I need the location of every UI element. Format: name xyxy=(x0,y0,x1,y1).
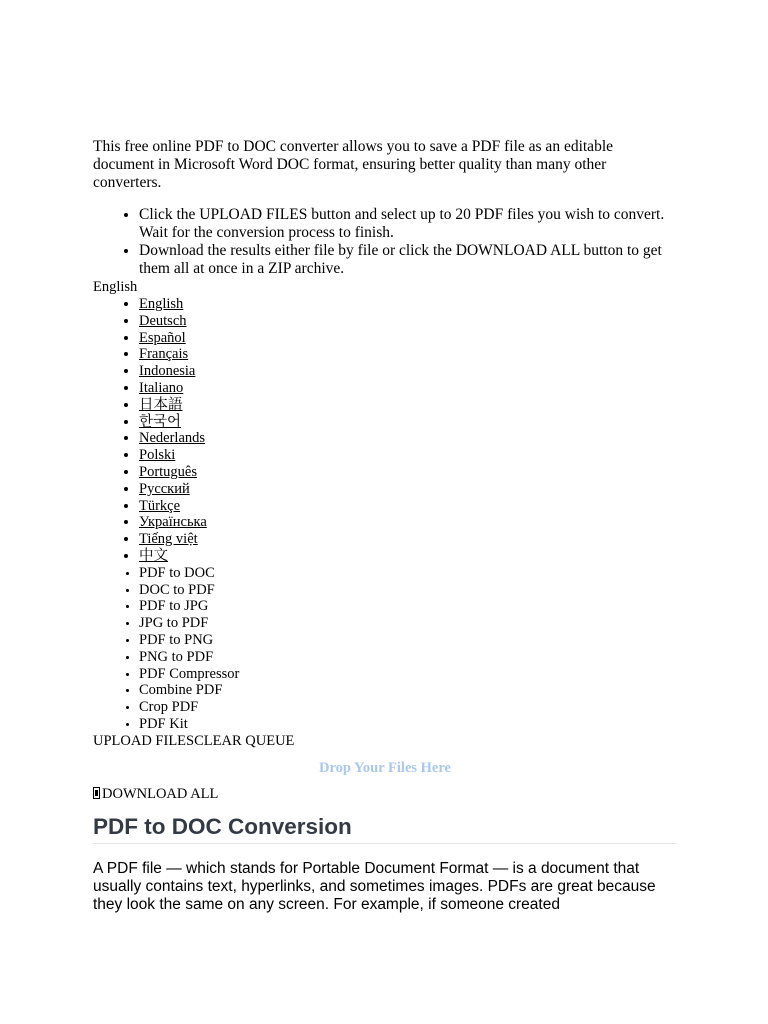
language-item xyxy=(139,397,677,414)
tool-item-pdf-to-png[interactable]: • PDF to PNG xyxy=(139,632,677,649)
language-item xyxy=(139,498,677,515)
download-all-button[interactable] xyxy=(93,786,677,803)
language-link-chinese[interactable]: 中文 xyxy=(139,547,168,564)
language-item xyxy=(139,531,677,548)
language-link-portugues[interactable]: Português xyxy=(139,463,197,480)
language-item xyxy=(139,380,677,397)
language-link-vietnamese[interactable]: Tiếng việt xyxy=(139,531,198,548)
clear-queue-button[interactable]: CLEAR QUEUE xyxy=(194,732,295,749)
language-item xyxy=(139,313,677,330)
language-link-deutsch[interactable]: Deutsch xyxy=(139,312,187,329)
upload-files-button[interactable]: UPLOAD FILES xyxy=(93,732,195,749)
tool-item-doc-to-pdf[interactable]: • DOC to PDF xyxy=(139,582,677,599)
tool-item-pdf-kit[interactable]: • PDF Kit xyxy=(139,716,677,733)
language-link-espanol[interactable]: Español xyxy=(139,329,186,346)
language-item xyxy=(139,447,677,464)
language-link-japanese[interactable]: 日本語 xyxy=(139,396,183,413)
language-item xyxy=(139,514,677,531)
download-all-label: DOWNLOAD ALL xyxy=(102,785,219,802)
tool-item-jpg-to-pdf[interactable]: • JPG to PDF xyxy=(139,615,677,632)
tool-item-crop-pdf[interactable]: • Crop PDF xyxy=(139,699,677,716)
language-item xyxy=(139,363,677,380)
language-link-ukrainian[interactable]: Українська xyxy=(139,514,207,531)
language-item xyxy=(139,414,677,431)
language-item xyxy=(139,464,677,481)
tool-item-pdf-to-doc[interactable]: • PDF to DOC xyxy=(139,565,677,582)
article-heading: PDF to DOC Conversion xyxy=(93,813,677,844)
language-link-korean[interactable]: 한국어 xyxy=(139,413,182,430)
language-link-francais[interactable]: Français xyxy=(139,346,189,363)
article-paragraph: A PDF file — which stands for Portable Document Format — is a document that usually contains text, hyperlinks, and sometimes images. PDFs are great because they look the same on any screen. For example, if someone created xyxy=(93,859,656,913)
queue-actions xyxy=(93,733,677,750)
tool-item-png-to-pdf[interactable]: • PNG to PDF xyxy=(139,649,677,666)
intro-text: This free online PDF to DOC converter allows you to save a PDF file as an editable document in Microsoft Word DOC format, ensuring better quality than many other converters. xyxy=(93,138,613,191)
instruction-step: • Download the results either file by file or click the DOWNLOAD ALL button to get them all at once in a ZIP archive. xyxy=(139,242,677,278)
language-link-indonesia[interactable]: Indonesia xyxy=(139,363,196,380)
language-selector-current[interactable]: English xyxy=(93,279,138,295)
language-item xyxy=(139,296,677,313)
tool-item-pdf-compressor[interactable]: • PDF Compressor xyxy=(139,666,677,683)
language-link-nederlands[interactable]: Nederlands xyxy=(139,430,206,447)
language-item xyxy=(139,430,677,447)
language-list xyxy=(93,296,677,565)
language-link-polski[interactable]: Polski xyxy=(139,447,176,464)
instructions-list xyxy=(93,206,677,278)
tools-nav xyxy=(93,565,677,733)
language-link-english[interactable]: English xyxy=(139,296,184,312)
language-item xyxy=(139,481,677,498)
tool-item-combine-pdf[interactable]: • Combine PDF xyxy=(139,682,677,699)
language-link-turkce[interactable]: Türkçe xyxy=(139,497,181,514)
instruction-step: • Click the UPLOAD FILES button and select up to 20 PDF files you wish to convert. Wait for the conversion process to finish. xyxy=(139,206,677,242)
tool-item-pdf-to-jpg[interactable]: • PDF to JPG xyxy=(139,598,677,615)
download-icon xyxy=(93,787,100,799)
page-content xyxy=(93,138,677,914)
language-item xyxy=(139,346,677,363)
language-item xyxy=(139,330,677,347)
language-link-italiano[interactable]: Italiano xyxy=(139,379,184,396)
language-item xyxy=(139,548,677,565)
file-drop-zone[interactable]: Drop Your Files Here xyxy=(319,759,451,776)
language-link-russian[interactable]: Русский xyxy=(139,480,190,497)
